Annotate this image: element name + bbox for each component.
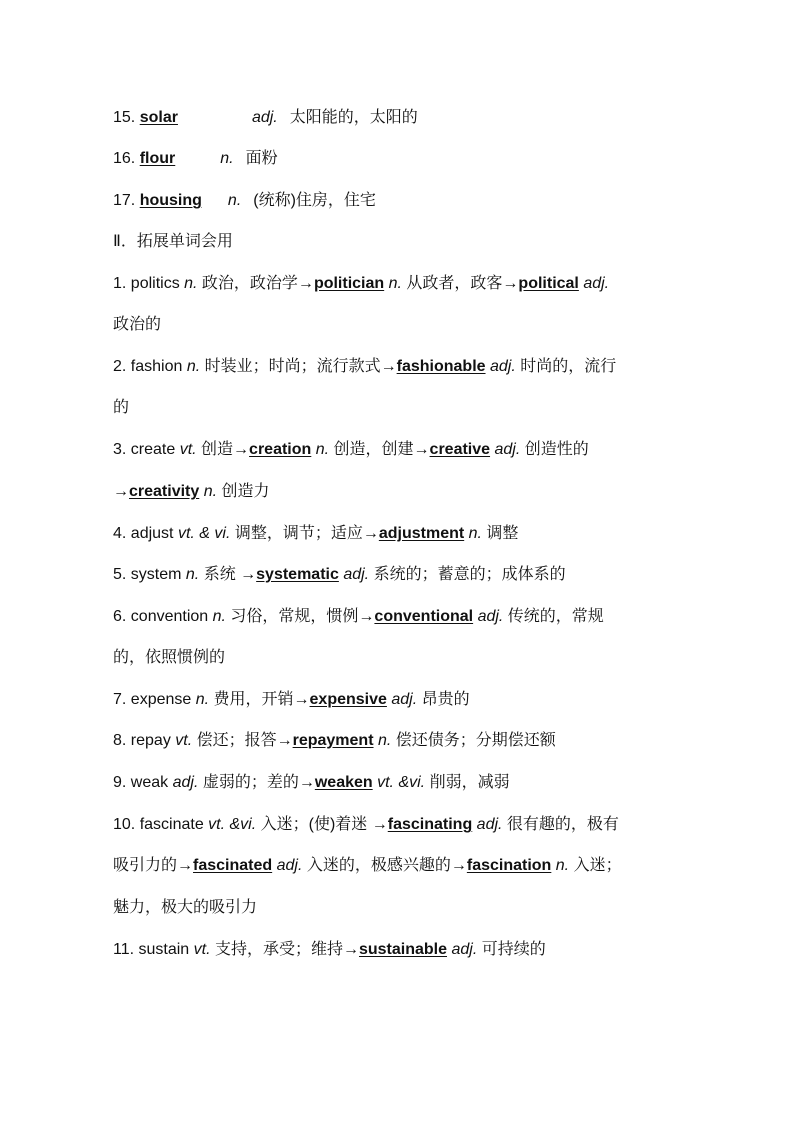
meaning: 支持，承受；维持→: [210, 941, 359, 958]
meaning: 虚弱的；差的→: [198, 774, 315, 791]
meaning: 调整，调节；适应→: [230, 525, 379, 542]
derivation-line: [113, 773, 510, 793]
part-of-speech: vt. & vi.: [177, 525, 231, 542]
part-of-speech: n.: [227, 192, 242, 209]
stem-word: 7. expense: [113, 691, 196, 708]
derivation-line: [113, 565, 566, 585]
part-of-speech: adj.: [583, 275, 610, 292]
part-of-speech: n.: [377, 732, 392, 749]
part-of-speech: adj.: [391, 691, 418, 708]
part-of-speech: n.: [185, 566, 200, 583]
part-of-speech: adj.: [494, 441, 521, 458]
meaning: 传统的，常规: [503, 608, 604, 625]
answer-word: housing: [139, 192, 202, 209]
part-of-speech: n.: [195, 691, 210, 708]
meaning: 昂贵的: [417, 691, 470, 708]
meaning: 系统 →: [199, 566, 257, 583]
vocab-line: [113, 108, 418, 128]
meaning: 很有趣的，极有: [502, 816, 619, 833]
vocab-line: [113, 191, 376, 211]
stem-word: 11. sustain: [113, 941, 194, 958]
answer-word: creation: [249, 441, 312, 458]
part-of-speech: n.: [388, 275, 402, 292]
derivation-line: [113, 690, 470, 710]
arrow: →: [113, 483, 129, 500]
meaning: 可持续的: [477, 941, 546, 958]
meaning: 创造性的: [520, 441, 589, 458]
meaning: 入迷；: [569, 857, 622, 874]
meaning: 时装业；时尚；流行款式→: [200, 358, 397, 375]
answer-word: political: [518, 275, 579, 292]
part-of-speech: n.: [184, 275, 198, 292]
meaning: 习俗，常规，惯例→: [225, 608, 375, 625]
answer-word: repayment: [292, 732, 374, 749]
answer-word: systematic: [256, 566, 339, 583]
stem-word: 6. convention: [113, 608, 213, 625]
meaning: 入迷；(使)着迷 →: [256, 816, 388, 833]
meaning: 创造，创建→: [329, 441, 430, 458]
part-of-speech: n.: [203, 483, 218, 500]
item-number: 16.: [113, 150, 136, 167]
meaning: 时尚的，流行: [515, 358, 617, 375]
answer-word: conventional: [374, 608, 474, 625]
part-of-speech: vt. &vi.: [377, 774, 426, 791]
derivation-continuation: 魅力，极大的吸引力: [113, 899, 258, 916]
vocab-line: [113, 149, 278, 169]
meaning: 创造→: [196, 441, 250, 458]
part-of-speech: adj.: [343, 566, 370, 583]
derivation-continuation: 政治的: [113, 316, 162, 333]
meaning: 吸引力的→: [113, 857, 194, 874]
part-of-speech: vt. &vi.: [208, 816, 257, 833]
part-of-speech: adj.: [251, 109, 278, 126]
part-of-speech: n.: [315, 441, 330, 458]
stem-word: 4. adjust: [113, 525, 178, 542]
derivation-line: [113, 440, 589, 460]
meaning: 削弱，减弱: [425, 774, 510, 791]
answer-word: sustainable: [358, 941, 448, 958]
derivation-continuation: [113, 482, 270, 502]
answer-word: weaken: [314, 774, 373, 791]
part-of-speech: adj.: [276, 857, 303, 874]
meaning: 从政者，政客→: [401, 275, 519, 292]
derivation-continuation: 的: [113, 399, 130, 416]
answer-word: fascinated: [193, 857, 273, 874]
part-of-speech: n.: [220, 150, 234, 167]
part-of-speech: vt.: [193, 941, 211, 958]
part-of-speech: n.: [212, 608, 226, 625]
section-title: Ⅱ．拓展单词会用: [113, 233, 233, 250]
stem-word: 5. system: [113, 566, 186, 583]
derivation-line: [113, 815, 619, 835]
meaning: 费用，开销→: [209, 691, 310, 708]
derivation-line: [113, 940, 546, 960]
part-of-speech: adj.: [451, 941, 478, 958]
answer-word: fascinating: [387, 816, 473, 833]
meaning: 入迷的，极感兴趣的→: [302, 857, 467, 874]
stem-word: 1. politics: [113, 275, 185, 292]
meaning: 偿还债务；分期偿还额: [391, 732, 556, 749]
part-of-speech: n.: [468, 525, 482, 542]
part-of-speech: adj.: [476, 816, 503, 833]
part-of-speech: n.: [555, 857, 570, 874]
answer-word: adjustment: [378, 525, 465, 542]
answer-word: expensive: [309, 691, 387, 708]
part-of-speech: vt.: [175, 732, 193, 749]
part-of-speech: adj.: [477, 608, 504, 625]
part-of-speech: adj.: [489, 358, 516, 375]
item-number: 17.: [113, 192, 136, 209]
derivation-continuation: 的，依照惯例的: [113, 649, 226, 666]
derivation-line: [113, 357, 616, 377]
answer-word: fascination: [466, 857, 552, 874]
meaning: 系统的；蓄意的；成体系的: [369, 566, 566, 583]
meaning: 面粉: [245, 150, 278, 167]
stem-word: 9. weak: [113, 774, 173, 791]
part-of-speech: adj.: [172, 774, 199, 791]
meaning: 太阳能的，太阳的: [289, 109, 418, 126]
answer-word: creative: [429, 441, 491, 458]
meaning: 创造力: [217, 483, 270, 500]
meaning: 政治，政治学→: [197, 275, 314, 292]
item-number: 15.: [113, 109, 136, 126]
derivation-line: [113, 607, 604, 627]
answer-word: solar: [139, 109, 178, 126]
stem-word: 8. repay: [113, 732, 176, 749]
derivation-continuation: [113, 856, 622, 876]
derivation-line: [113, 524, 518, 544]
stem-word: 2. fashion: [113, 358, 187, 375]
meaning: (统称)住房，住宅: [253, 192, 376, 209]
answer-word: politician: [313, 275, 385, 292]
derivation-line: [113, 274, 609, 294]
part-of-speech: vt.: [179, 441, 197, 458]
derivation-line: [113, 731, 556, 751]
meaning: 偿还；报答→: [192, 732, 293, 749]
answer-word: flour: [139, 150, 176, 167]
stem-word: 3. create: [113, 441, 180, 458]
stem-word: 10. fascinate: [113, 816, 209, 833]
answer-word: creativity: [129, 483, 200, 500]
answer-word: fashionable: [396, 358, 486, 375]
part-of-speech: n.: [186, 358, 201, 375]
meaning: 调整: [481, 525, 519, 542]
